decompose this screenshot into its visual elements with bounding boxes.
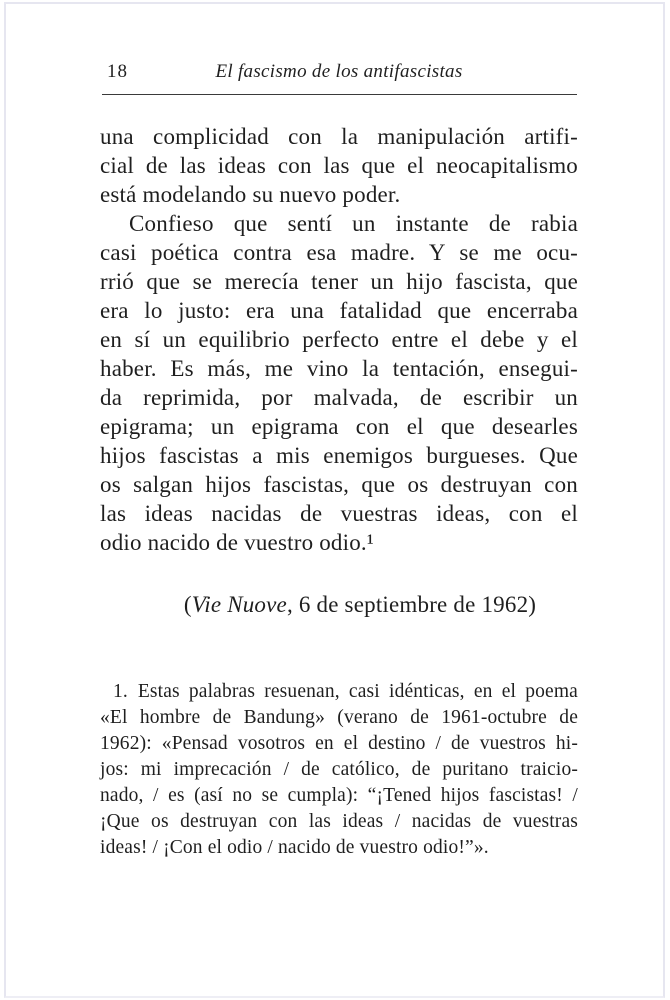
body-line: odio nacido de vuestro odio.¹ bbox=[100, 530, 374, 555]
page-number: 18 bbox=[107, 61, 128, 82]
body-text bbox=[100, 122, 578, 557]
body-line: en sí un equilibrio perfecto entre el debe y el bbox=[100, 327, 578, 352]
body-line: era lo justo: era una fatalidad que encerraba bbox=[100, 298, 578, 323]
body-line: casi poética contra esa madre. Y se me ocu- bbox=[100, 240, 578, 265]
body-line: hijos fascistas a mis enemigos burgueses. Que bbox=[100, 443, 578, 468]
body-line: haber. Es más, me vino la tentación, ensegui- bbox=[100, 356, 578, 381]
footnote-line: ¡Que os destruyan con las ideas / nacidas de vuestras bbox=[100, 811, 578, 832]
paragraph bbox=[100, 122, 578, 209]
body-line: una complicidad con la manipulación artifi- bbox=[100, 124, 578, 149]
footnote-line: 1962): «Pensad vosotros en el destino / de vuestros hi- bbox=[100, 733, 578, 754]
footnote-line: jos: mi imprecación / de católico, de puritano traicio- bbox=[100, 759, 578, 780]
header-rule bbox=[102, 94, 577, 95]
footnote-line: ideas! / ¡Con el odio / nacido de vuestro odio!”». bbox=[100, 837, 489, 858]
body-line: Confieso que sentí un instante de rabia bbox=[129, 211, 578, 236]
body-line: da reprimida, por malvada, de escribir un bbox=[100, 385, 578, 410]
body-line: rrió que se merecía tener un hijo fascista, que bbox=[100, 269, 578, 294]
citation-suffix: , 6 de septiembre de 1962) bbox=[286, 592, 537, 617]
body-line: epigrama; un epigrama con el que desearles bbox=[100, 414, 578, 439]
body-line: está modelando su nuevo poder. bbox=[100, 182, 401, 207]
footnote-line: nado, / es (así no se cumpla): “¡Tened hijos fascistas! / bbox=[100, 785, 578, 806]
footnote-line: 1. Estas palabras resuenan, casi idénticas, en el poema bbox=[113, 681, 578, 702]
footnote-text bbox=[100, 679, 578, 861]
running-title: El fascismo de los antifascistas bbox=[215, 61, 463, 82]
citation-line bbox=[100, 592, 578, 618]
footnote-line: «El hombre de Bandung» (verano de 1961-octubre de bbox=[100, 707, 578, 728]
running-header bbox=[100, 61, 578, 87]
paragraph bbox=[100, 209, 578, 557]
body-line: las ideas nacidas de vuestras ideas, con el bbox=[100, 501, 578, 526]
body-line: cial de las ideas con las que el neocapitalismo bbox=[100, 153, 578, 178]
citation-prefix: ( bbox=[183, 592, 192, 617]
body-line: os salgan hijos fascistas, que os destruyan con bbox=[100, 472, 578, 497]
citation-source: Vie Nuove bbox=[191, 592, 287, 617]
